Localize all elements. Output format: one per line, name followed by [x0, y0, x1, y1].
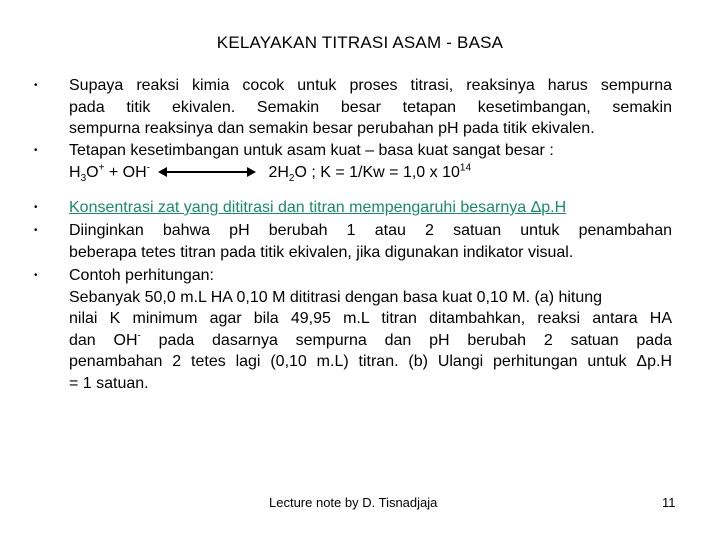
equilibrium-arrow-icon [164, 167, 256, 177]
eq-o-sup: + [98, 162, 105, 174]
bullet-dot: • [34, 270, 38, 281]
equation-line [69, 162, 672, 184]
body-line: nilai K minimum agar bila 49,95 m.L titran ditambahkan, reaksi antara HA [69, 310, 672, 327]
bullet-dot: • [34, 202, 38, 213]
page-number: 11 [662, 495, 676, 510]
bullet-item-ph-change [69, 220, 672, 263]
bullet-dot: • [34, 225, 38, 236]
body-line: Tetapan kesetimbangan untuk asam kuat – basa kuat sangat besar : [69, 142, 554, 159]
body-line: Supaya reaksi kimia cocok untuk proses titrasi, reaksinya harus sempurna [69, 77, 672, 94]
eq-product-pre: 2H [268, 163, 289, 181]
eq-exponent: 14 [459, 162, 472, 174]
body-line: Diinginkan bahwa pH berubah 1 atau 2 satuan untuk penambahan [69, 222, 672, 239]
bullet-item-reaction-completeness [69, 75, 672, 140]
body-line-oh: dan OH- pada dasarnya sempurna dan pH berubah 2 satuan pada [69, 330, 673, 349]
bullet-dot: • [34, 80, 38, 91]
eq-product-sub: 2 [288, 172, 295, 184]
body-line: beberapa tetes titran pada titik ekivalen, jika digunakan indikator visual. [69, 243, 574, 261]
eq-h: H [69, 163, 81, 181]
eq-oh-sup: - [146, 162, 150, 174]
bullet-item-example [69, 265, 672, 394]
footer-note: Lecture note by D. Tisnadjaja [269, 495, 438, 510]
eq-plus-oh: + OH [104, 163, 147, 181]
concentration-link[interactable]: Konsentrasi zat yang dititrasi dan titran mempengaruhi besarnya Δp.H [69, 199, 567, 216]
eq-h-sub: 3 [80, 172, 87, 184]
body-line: Contoh perhitungan: [69, 267, 214, 284]
body-line: Sebanyak 50,0 m.L HA 0,10 M dititrasi dengan basa kuat 0,10 M. (a) hitung [69, 288, 603, 306]
body-line: sempurna reaksinya dan semakin besar perubahan pH pada titik ekivalen. [69, 120, 595, 137]
eq-o: O [86, 163, 99, 181]
body-line: pada titik ekivalen. Semakin besar tetapan kesetimbangan, semakin [69, 98, 672, 116]
bullet-item-equilibrium-constant [69, 140, 672, 183]
body-line: penambahan 2 tetes lagi (0,10 m.L) titran. (b) Ulangi perhitungan untuk Δp.H [69, 353, 672, 370]
bullet-item-concentration [69, 197, 672, 219]
body-line: = 1 satuan. [69, 374, 149, 392]
bullet-dot: • [34, 145, 38, 156]
eq-product-post: O ; K = 1/Kw = 1,0 x 10 [294, 163, 460, 181]
slide-title: KELAYAKAN TITRASI ASAM - BASA [216, 33, 504, 52]
